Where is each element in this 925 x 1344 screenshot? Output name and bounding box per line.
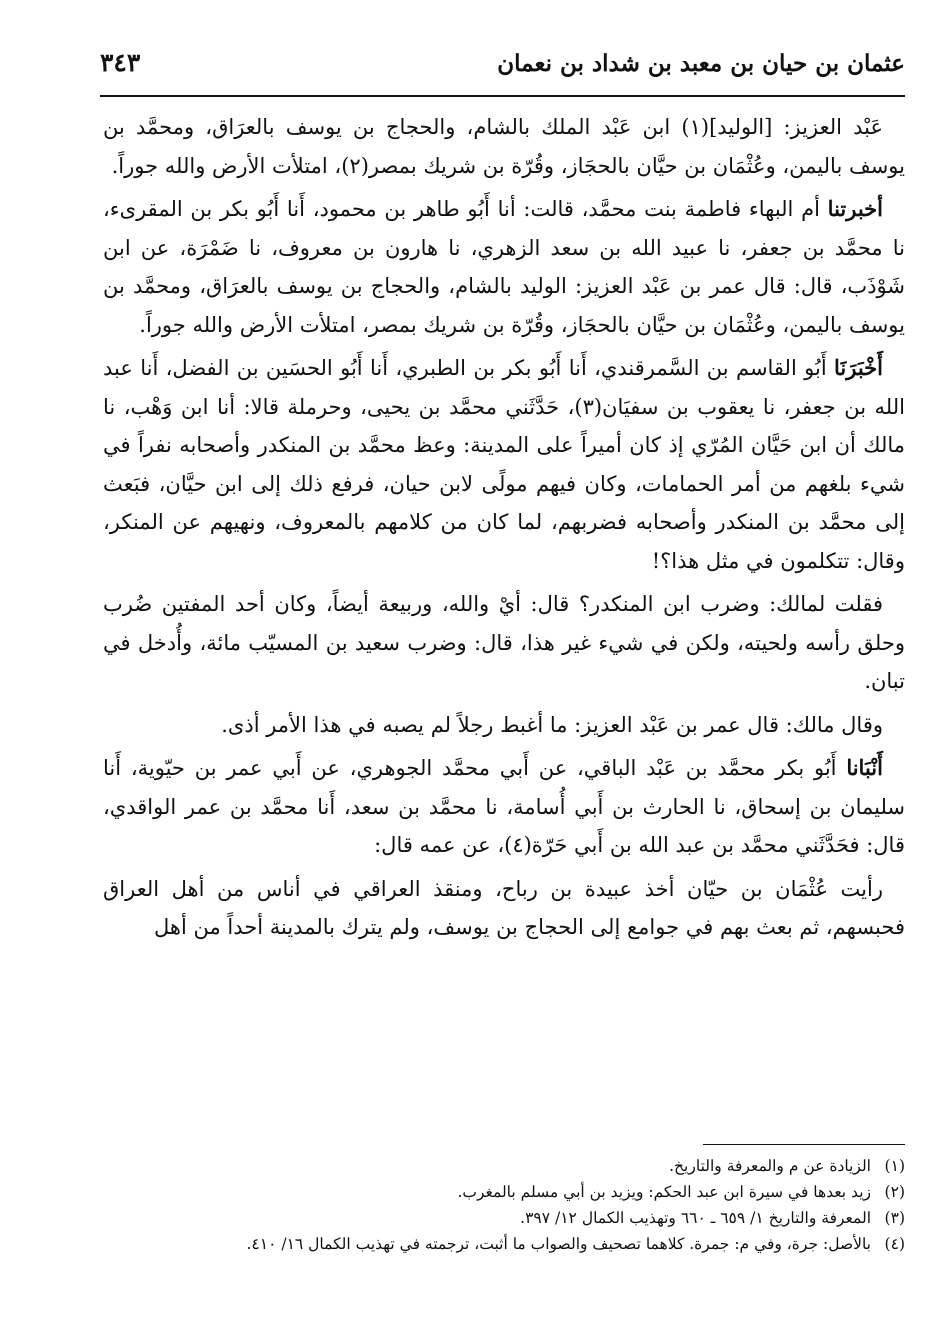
paragraph: [103, 585, 905, 701]
paragraph: [103, 349, 905, 580]
footnote: [103, 1179, 905, 1205]
paragraph: [103, 108, 905, 185]
running-header: [100, 44, 905, 94]
paragraph-text: فقلت لمالك: وضرب ابن المنكدر؟ قال: أيْ والله، وربيعة أيضاً، وكان أحد المفتين ضُرب وحلق رأسه ولحيته، ولكن في شيء غير هذا، قال: وضرب سعيد بن المسيّب مائة، وأُدخل في تبان.: [103, 592, 905, 693]
footnote-text: زيد بعدها في سيرة ابن عبد الحكم: ويزيد بن أبي مسلم بالمغرب.: [457, 1183, 871, 1201]
footnote-number: (٢): [884, 1183, 905, 1201]
footnote-rule: [703, 1144, 905, 1145]
footnote: [103, 1153, 905, 1179]
paragraph-text: رأيت عُثْمَان بن حيّان أخذ عبيدة بن رباح، ومنقذ العراقي في أناس من أهل العراق فحبسهم، ثم بعث بهم في جوامع إلى الحجاج بن يوسف، ولم يترك بالمدينة أحداً من أهل: [103, 876, 905, 939]
footnote-number: (٣): [884, 1209, 905, 1227]
paragraph: [103, 706, 905, 745]
paragraph-text: أم البهاء فاطمة بنت محمَّد، قالت: أنا أَبُو طاهر بن محمود، أَنا أَبُو بكر بن المقرىء، نا محمَّد بن جعفر، نا عبيد الله بن سعد الزهري، نا هارون بن معروف، نا ضَمْرَة، عن ابن شَوْذَب، قال: قال عمر بن عَبْد العزيز: الوليد بالشام، والحجاج بن يوسف بالعرَاق، ومحمَّد بن يوسف باليمن، وعُثْمَان بن حيَّان بالحجَاز، وقُرّة بن شريك بمصر، امتلأت الأرض والله جوراً.: [103, 197, 905, 337]
paragraph: [103, 749, 905, 865]
paragraph-text: أَبُو بكر محمَّد بن عَبْد الباقي، عن أَبي محمَّد الجوهري، عن أَبي عمر بن حيّوية، أَنا سليمان بن إسحاق، نا الحارث بن أَبي أُسامة، نا محمَّد بن سعد، أَنا محمَّد بن عمر الواقدي، قال: فحَدَّثَني محمَّد بن عبد الله بن أَبي حَرّة(٤)، عن عمه قال:: [103, 756, 905, 857]
header-rule: [100, 95, 905, 97]
paragraph: [103, 870, 905, 947]
paragraph-lead: أَخْبَرَنَا: [834, 355, 883, 380]
footnote-number: (١): [884, 1157, 905, 1175]
footnote-number: (٤): [884, 1235, 905, 1253]
footnotes: [103, 1153, 905, 1257]
footnote-text: المعرفة والتاريخ ١/ ٦٥٩ ـ ٦٦٠ وتهذيب الكمال ١٢/ ٣٩٧.: [520, 1209, 871, 1227]
paragraph: [103, 190, 905, 344]
main-text: [103, 108, 905, 952]
paragraph-text: وقال مالك: قال عمر بن عَبْد العزيز: ما أغبط رجلاً لم يصبه في هذا الأمر أذى.: [221, 712, 883, 737]
footnote: [103, 1205, 905, 1231]
footnote-text: بالأصل: جرة، وفي م: جمرة. كلاهما تصحيف والصواب ما أثبت، ترجمته في تهذيب الكمال ١٦/ ٤١٠.: [246, 1235, 871, 1253]
running-title: عثمان بن حيان بن معبد بن شداد بن نعمان: [497, 50, 905, 77]
page-number: ٣٤٣: [100, 48, 141, 77]
paragraph-lead: أَنْبَانا: [846, 755, 883, 780]
paragraph-text: عَبْد العزيز: [الوليد](١) ابن عَبْد الملك بالشام، والحجاج بن يوسف بالعرَاق، ومحمَّد بن يوسف باليمن، وعُثْمَان بن حيَّان بالحجَاز، وقُرّة بن شريك بمصر(٢)، امتلأت الأرض والله جوراً.: [103, 115, 905, 178]
paragraph-lead: أخبرتنا: [827, 196, 883, 221]
footnote-text: الزيادة عن م والمعرفة والتاريخ.: [669, 1157, 871, 1175]
paragraph-text: أَبُو القاسم بن السَّمرقندي، أَنا أَبُو بكر بن الطبري، أَنا أَبُو الحسَين بن الفضل، أَنا عبد الله بن جعفر، نا يعقوب بن سفيَان(٣)، حَدَّثَني محمَّد بن يحيى، وحرملة قالا: أنا ابن وَهْب، نا مالك أن ابن حَيَّان المُرّي إذ كان أميراً على المدينة: وعظ محمَّد بن المنكدر وأصحابه نفراً في شيء بلغهم من أمر الحمامات، وكان فيهم مولًى لابن حيان، فرفع ذلك إلى ابن حيَّان، فبَعث إلى محمَّد بن المنكدر وأصحابه فضربهم، لما كان من كلامهم بالمعروف، ونهيهم عن المنكر، وقال: تتكلمون في مثل هذا؟!: [103, 356, 905, 573]
footnote: [103, 1231, 905, 1257]
